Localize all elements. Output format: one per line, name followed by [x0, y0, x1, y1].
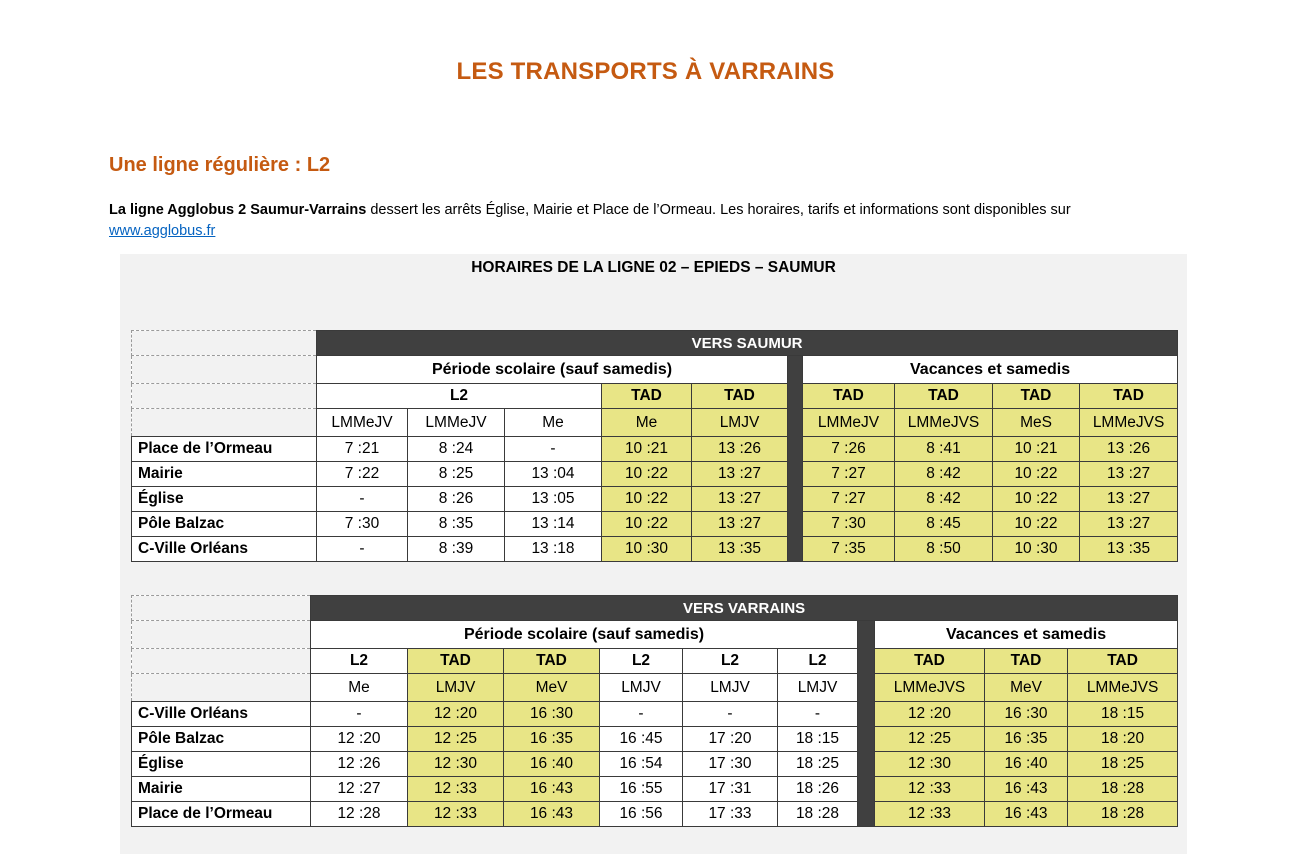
time-cell: 16 :35 — [504, 727, 600, 752]
time-cell: 16 :56 — [600, 802, 683, 827]
line-code: TAD — [602, 384, 692, 409]
operating-days: LMJV — [692, 409, 788, 437]
intro-text: dessert les arrêts Église, Mairie et Place de l’Ormeau. Les horaires, tarifs et informations sont disponibles sur — [366, 202, 1071, 218]
stop-name: Église — [132, 752, 311, 777]
operating-days: LMJV — [408, 674, 504, 702]
stop-name: C-Ville Orléans — [132, 702, 311, 727]
time-cell: 12 :30 — [875, 752, 985, 777]
time-cell: 12 :26 — [311, 752, 408, 777]
line-code-row — [132, 649, 1178, 674]
operating-days: LMJV — [778, 674, 858, 702]
time-cell: 17 :20 — [683, 727, 778, 752]
agglobus-link[interactable]: www.agglobus.fr — [109, 223, 216, 239]
section-title: Une ligne régulière : L2 — [109, 154, 331, 176]
time-cell: 10 :22 — [602, 512, 692, 537]
stop-name: Pôle Balzac — [132, 512, 317, 537]
period-school-header: Période scolaire (sauf samedis) — [311, 621, 858, 649]
line-code: TAD — [504, 649, 600, 674]
time-cell: 7 :26 — [803, 437, 895, 462]
time-cell: 7 :35 — [803, 537, 895, 562]
time-cell: 16 :43 — [985, 802, 1068, 827]
time-cell: 13 :35 — [1080, 537, 1178, 562]
stop-name: Place de l’Ormeau — [132, 437, 317, 462]
operating-days: LMMeJVS — [895, 409, 993, 437]
period-holiday-header: Vacances et samedis — [803, 356, 1178, 384]
stop-name: Mairie — [132, 462, 317, 487]
time-cell: 13 :27 — [692, 512, 788, 537]
time-cell: 7 :21 — [317, 437, 408, 462]
time-cell: 16 :43 — [504, 802, 600, 827]
blank-cell — [132, 409, 317, 437]
operating-days: LMMeJVS — [1068, 674, 1178, 702]
time-cell: 7 :27 — [803, 462, 895, 487]
period-row — [132, 621, 1178, 649]
time-cell: 13 :18 — [505, 537, 602, 562]
intro-line-name: La ligne Agglobus 2 Saumur-Varrains — [109, 202, 367, 218]
time-cell: 13 :27 — [1080, 462, 1178, 487]
direction-header: VERS SAUMUR — [317, 331, 1178, 356]
time-cell: 8 :45 — [895, 512, 993, 537]
time-cell: 12 :30 — [408, 752, 504, 777]
table-row — [132, 752, 1178, 777]
time-cell: 12 :33 — [408, 777, 504, 802]
separator-column — [788, 356, 803, 562]
operating-days: LMMeJV — [317, 409, 408, 437]
line-code: TAD — [875, 649, 985, 674]
time-cell: 18 :28 — [778, 802, 858, 827]
operating-days: MeS — [993, 409, 1080, 437]
time-cell: 10 :22 — [602, 487, 692, 512]
line-code-row — [132, 384, 1178, 409]
time-cell: 13 :27 — [1080, 487, 1178, 512]
time-cell: 17 :31 — [683, 777, 778, 802]
line-code: L2 — [311, 649, 408, 674]
stop-name: Pôle Balzac — [132, 727, 311, 752]
time-cell: 7 :30 — [317, 512, 408, 537]
time-cell: 10 :22 — [993, 462, 1080, 487]
table-row — [132, 537, 1178, 562]
time-cell: 12 :20 — [875, 702, 985, 727]
table-row — [132, 702, 1178, 727]
time-cell: 10 :22 — [993, 487, 1080, 512]
time-cell: 16 :30 — [504, 702, 600, 727]
separator-column — [858, 621, 875, 827]
time-cell: 8 :35 — [408, 512, 505, 537]
operating-days: LMJV — [600, 674, 683, 702]
period-row — [132, 356, 1178, 384]
time-cell: 12 :27 — [311, 777, 408, 802]
time-cell: 12 :33 — [875, 777, 985, 802]
time-cell: 13 :27 — [692, 487, 788, 512]
page-title: LES TRANSPORTS À VARRAINS — [456, 58, 835, 85]
blank-cell — [132, 356, 317, 384]
direction-header: VERS VARRAINS — [311, 596, 1178, 621]
time-cell: 8 :42 — [895, 487, 993, 512]
time-cell: 13 :26 — [692, 437, 788, 462]
line-code: TAD — [803, 384, 895, 409]
time-cell: - — [505, 437, 602, 462]
line-code: TAD — [408, 649, 504, 674]
time-cell: 10 :22 — [993, 512, 1080, 537]
time-cell: 18 :15 — [778, 727, 858, 752]
time-cell: 13 :27 — [692, 462, 788, 487]
blank-cell — [132, 649, 311, 674]
time-cell: 12 :33 — [408, 802, 504, 827]
time-cell: - — [317, 487, 408, 512]
table-row — [132, 512, 1178, 537]
time-cell: 8 :42 — [895, 462, 993, 487]
time-cell: 18 :15 — [1068, 702, 1178, 727]
stop-name: Église — [132, 487, 317, 512]
days-row — [132, 409, 1178, 437]
time-cell: - — [317, 537, 408, 562]
table-row — [132, 802, 1178, 827]
time-cell: 12 :20 — [408, 702, 504, 727]
line-code: TAD — [1080, 384, 1178, 409]
intro-paragraph — [109, 200, 1189, 242]
time-cell: 8 :50 — [895, 537, 993, 562]
operating-days: LMMeJV — [408, 409, 505, 437]
line-code: L2 — [778, 649, 858, 674]
blank-cell — [132, 596, 311, 621]
time-cell: 12 :28 — [311, 802, 408, 827]
time-cell: 16 :55 — [600, 777, 683, 802]
line-code: TAD — [985, 649, 1068, 674]
time-cell: 16 :30 — [985, 702, 1068, 727]
table-row — [132, 487, 1178, 512]
time-cell: 8 :25 — [408, 462, 505, 487]
time-cell: 8 :41 — [895, 437, 993, 462]
line-code: TAD — [895, 384, 993, 409]
time-cell: 16 :40 — [504, 752, 600, 777]
blank-cell — [132, 621, 311, 649]
time-cell: 16 :45 — [600, 727, 683, 752]
time-cell: 8 :39 — [408, 537, 505, 562]
time-cell: 13 :27 — [1080, 512, 1178, 537]
time-cell: - — [683, 702, 778, 727]
time-cell: 10 :30 — [602, 537, 692, 562]
time-cell: 16 :43 — [504, 777, 600, 802]
time-cell: 18 :25 — [778, 752, 858, 777]
days-row — [132, 674, 1178, 702]
blank-cell — [132, 384, 317, 409]
table-row — [132, 462, 1178, 487]
time-cell: - — [778, 702, 858, 727]
time-cell: 17 :33 — [683, 802, 778, 827]
operating-days: MeV — [985, 674, 1068, 702]
line-code: TAD — [692, 384, 788, 409]
blank-cell — [132, 331, 317, 356]
timetable-to-varrains — [131, 595, 1178, 827]
time-cell: 18 :28 — [1068, 802, 1178, 827]
operating-days: Me — [602, 409, 692, 437]
time-cell: 10 :30 — [993, 537, 1080, 562]
time-cell: 18 :20 — [1068, 727, 1178, 752]
table-row — [132, 777, 1178, 802]
operating-days: LMJV — [683, 674, 778, 702]
time-cell: 8 :26 — [408, 487, 505, 512]
time-cell: 16 :54 — [600, 752, 683, 777]
time-cell: 10 :21 — [602, 437, 692, 462]
time-cell: 13 :26 — [1080, 437, 1178, 462]
time-cell: 7 :27 — [803, 487, 895, 512]
period-school-header: Période scolaire (sauf samedis) — [317, 356, 788, 384]
time-cell: 7 :30 — [803, 512, 895, 537]
operating-days: MeV — [504, 674, 600, 702]
operating-days: Me — [505, 409, 602, 437]
operating-days: LMMeJVS — [1080, 409, 1178, 437]
time-cell: 13 :14 — [505, 512, 602, 537]
line-code: TAD — [993, 384, 1080, 409]
line-code: L2 — [317, 384, 602, 409]
operating-days: LMMeJV — [803, 409, 895, 437]
timetable-title: HORAIRES DE LA LIGNE 02 – EPIEDS – SAUMUR — [471, 259, 836, 276]
time-cell: 18 :28 — [1068, 777, 1178, 802]
table-row — [132, 727, 1178, 752]
stop-name: Mairie — [132, 777, 311, 802]
time-cell: 18 :25 — [1068, 752, 1178, 777]
time-cell: 7 :22 — [317, 462, 408, 487]
operating-days: LMMeJVS — [875, 674, 985, 702]
time-cell: 16 :35 — [985, 727, 1068, 752]
time-cell: 16 :40 — [985, 752, 1068, 777]
time-cell: 12 :20 — [311, 727, 408, 752]
time-cell: 12 :33 — [875, 802, 985, 827]
time-cell: - — [600, 702, 683, 727]
stop-name: C-Ville Orléans — [132, 537, 317, 562]
time-cell: 17 :30 — [683, 752, 778, 777]
time-cell: 13 :05 — [505, 487, 602, 512]
line-code: L2 — [683, 649, 778, 674]
period-holiday-header: Vacances et samedis — [875, 621, 1178, 649]
direction-row — [132, 596, 1178, 621]
time-cell: 10 :21 — [993, 437, 1080, 462]
time-cell: 10 :22 — [602, 462, 692, 487]
time-cell: 16 :43 — [985, 777, 1068, 802]
operating-days: Me — [311, 674, 408, 702]
blank-cell — [132, 674, 311, 702]
timetable-to-saumur — [131, 330, 1178, 562]
time-cell: 8 :24 — [408, 437, 505, 462]
time-cell: 12 :25 — [875, 727, 985, 752]
stop-name: Place de l’Ormeau — [132, 802, 311, 827]
time-cell: - — [311, 702, 408, 727]
line-code: TAD — [1068, 649, 1178, 674]
direction-row — [132, 331, 1178, 356]
line-code: L2 — [600, 649, 683, 674]
time-cell: 13 :04 — [505, 462, 602, 487]
time-cell: 18 :26 — [778, 777, 858, 802]
table-row — [132, 437, 1178, 462]
time-cell: 12 :25 — [408, 727, 504, 752]
time-cell: 13 :35 — [692, 537, 788, 562]
